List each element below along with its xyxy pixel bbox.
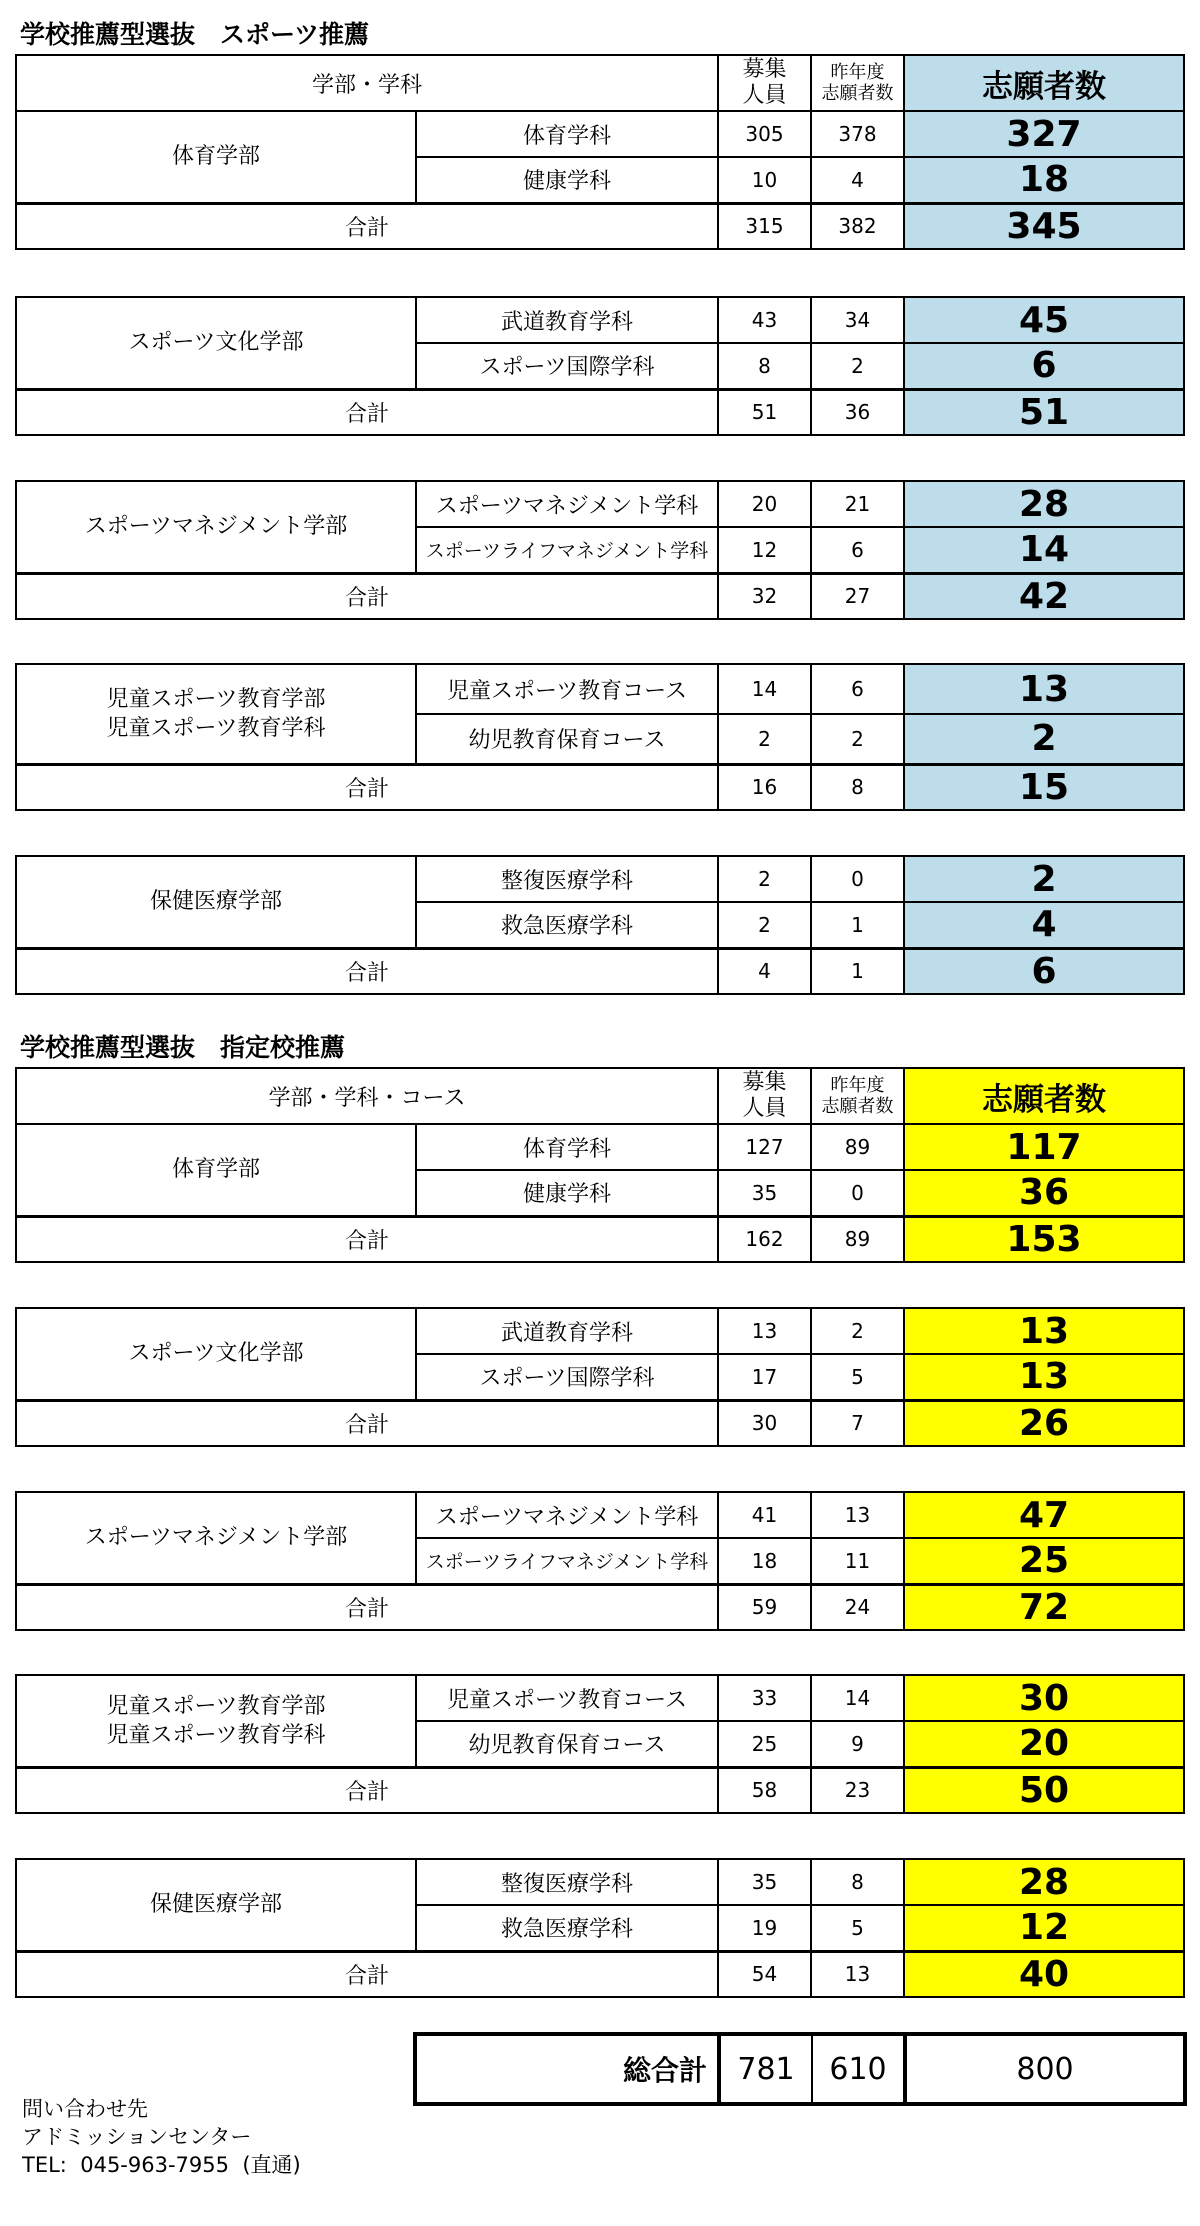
faculty-name: スポーツマネジメント学部 [84, 1525, 348, 1551]
faculty-cell [16, 297, 416, 389]
total-label: 合計 [16, 948, 718, 994]
table-row [16, 1124, 1184, 1170]
last-year-cell: 2 [811, 714, 904, 764]
last-year-cell: 2 [811, 343, 904, 389]
capacity-header-line1: 募集 [742, 1070, 787, 1095]
group-table [15, 1307, 1185, 1447]
capacity-cell: 2 [718, 902, 811, 948]
table-row [16, 1675, 1184, 1721]
dept-cell: 整復医療学科 [416, 1859, 718, 1905]
faculty-cell [16, 1675, 416, 1767]
faculty-cell [16, 1124, 416, 1216]
capacity-header [718, 55, 811, 111]
last-year-cell: 8 [811, 764, 904, 810]
applicants-header: 志願者数 [904, 1068, 1184, 1124]
capacity-header-line1: 募集 [742, 57, 787, 82]
total-row [16, 1767, 1184, 1813]
capacity-cell: 19 [718, 1905, 811, 1951]
group-table [15, 1123, 1185, 1263]
capacity-cell: 315 [718, 203, 811, 249]
faculty-name: 体育学部 [171, 1157, 260, 1183]
total-label: 合計 [16, 1216, 718, 1262]
group-table [15, 1674, 1185, 1814]
last-year-cell: 89 [811, 1124, 904, 1170]
group-table [15, 1858, 1185, 1998]
applicants-cell: 13 [904, 1308, 1184, 1354]
capacity-cell: 8 [718, 343, 811, 389]
applicants-cell: 40 [904, 1951, 1184, 1997]
last-year-cell: 27 [811, 573, 904, 619]
applicants-cell: 30 [904, 1675, 1184, 1721]
total-label: 合計 [16, 1400, 718, 1446]
capacity-cell: 32 [718, 573, 811, 619]
applicants-cell: 50 [904, 1767, 1184, 1813]
capacity-cell: 59 [718, 1584, 811, 1630]
table-row [16, 481, 1184, 527]
applicants-cell: 153 [904, 1216, 1184, 1262]
last-year-cell: 4 [811, 157, 904, 203]
last-year-cell: 34 [811, 297, 904, 343]
sports-recommendation-table [15, 54, 1185, 112]
last-year-cell: 13 [811, 1492, 904, 1538]
contact-office: アドミッションセンター [22, 2125, 252, 2149]
last-year-cell: 1 [811, 902, 904, 948]
header-row [16, 55, 1184, 111]
applicants-cell: 6 [904, 343, 1184, 389]
applicants-cell: 28 [904, 1859, 1184, 1905]
capacity-cell: 35 [718, 1859, 811, 1905]
applicants-cell: 4 [904, 902, 1184, 948]
last-year-cell: 9 [811, 1721, 904, 1767]
last-year-header-line1: 昨年度 [830, 1075, 885, 1096]
capacity-cell: 10 [718, 157, 811, 203]
total-label: 合計 [16, 1951, 718, 1997]
table-row [16, 1492, 1184, 1538]
dept-cell: 武道教育学科 [416, 297, 718, 343]
last-year-cell: 1 [811, 948, 904, 994]
capacity-cell: 2 [718, 856, 811, 902]
capacity-cell: 35 [718, 1170, 811, 1216]
dept-cell: 体育学科 [416, 1124, 718, 1170]
faculty-cell [16, 856, 416, 948]
faculty-name: 体育学部 [171, 144, 260, 170]
capacity-header [718, 1068, 811, 1124]
total-label: 合計 [16, 573, 718, 619]
capacity-cell: 12 [718, 527, 811, 573]
last-year-cell: 6 [811, 527, 904, 573]
last-year-cell: 382 [811, 203, 904, 249]
capacity-cell: 13 [718, 1308, 811, 1354]
last-year-cell: 36 [811, 389, 904, 435]
last-year-cell: 5 [811, 1905, 904, 1951]
capacity-cell: 20 [718, 481, 811, 527]
table-row [16, 1308, 1184, 1354]
applicants-cell: 42 [904, 573, 1184, 619]
total-row [16, 203, 1184, 249]
capacity-header-line2: 人員 [742, 83, 787, 108]
capacity-cell: 25 [718, 1721, 811, 1767]
faculty-header: 学部・学科 [16, 55, 718, 111]
faculty-name: スポーツ文化学部 [128, 1341, 304, 1367]
grand-total-capacity: 781 [719, 2034, 812, 2104]
capacity-cell: 17 [718, 1354, 811, 1400]
table-row [16, 856, 1184, 902]
last-year-cell: 5 [811, 1354, 904, 1400]
last-year-cell: 2 [811, 1308, 904, 1354]
dept-cell: 児童スポーツ教育コース [416, 1675, 718, 1721]
total-label: 合計 [16, 1767, 718, 1813]
dept-cell: 幼児教育保育コース [416, 1721, 718, 1767]
last-year-cell: 378 [811, 111, 904, 157]
dept-cell: 整復医療学科 [416, 856, 718, 902]
last-year-cell: 0 [811, 856, 904, 902]
last-year-header-line1: 昨年度 [830, 62, 885, 83]
capacity-header-line2: 人員 [742, 1096, 787, 1121]
faculty-name: スポーツマネジメント学部 [84, 514, 348, 540]
last-year-cell: 11 [811, 1538, 904, 1584]
applicants-cell: 25 [904, 1538, 1184, 1584]
total-row [16, 1216, 1184, 1262]
faculty-name: 児童スポーツ教育学科 [106, 1722, 326, 1748]
table-row [16, 297, 1184, 343]
dept-cell: 健康学科 [416, 1170, 718, 1216]
applicants-cell: 6 [904, 948, 1184, 994]
last-year-cell: 8 [811, 1859, 904, 1905]
dept-cell: 体育学科 [416, 111, 718, 157]
dept-cell: 幼児教育保育コース [416, 714, 718, 764]
applicants-header: 志願者数 [904, 55, 1184, 111]
last-year-cell: 24 [811, 1584, 904, 1630]
capacity-cell: 2 [718, 714, 811, 764]
total-row [16, 1400, 1184, 1446]
section-title: 学校推薦型選抜 指定校推薦 [20, 1033, 346, 1062]
capacity-cell: 33 [718, 1675, 811, 1721]
last-year-header [811, 55, 904, 111]
header-row [16, 1068, 1184, 1124]
grand-total-last-year: 610 [812, 2034, 905, 2104]
dept-cell: 武道教育学科 [416, 1308, 718, 1354]
dept-cell: 救急医療学科 [416, 902, 718, 948]
group-table [15, 1491, 1185, 1631]
applicants-cell: 12 [904, 1905, 1184, 1951]
dept-cell: 健康学科 [416, 157, 718, 203]
faculty-name: 児童スポーツ教育学部 [106, 1693, 326, 1719]
contact-phone: TEL: 045-963-7955 (直通) [22, 2153, 301, 2177]
applicants-cell: 13 [904, 664, 1184, 714]
faculty-cell [16, 1308, 416, 1400]
contact-info [22, 2095, 301, 2179]
capacity-cell: 14 [718, 664, 811, 714]
total-row [16, 1951, 1184, 1997]
capacity-cell: 58 [718, 1767, 811, 1813]
total-row [16, 573, 1184, 619]
capacity-cell: 30 [718, 1400, 811, 1446]
faculty-name: 保健医療学部 [149, 889, 282, 915]
group-table [15, 296, 1185, 436]
capacity-cell: 162 [718, 1216, 811, 1262]
last-year-header [811, 1068, 904, 1124]
applicants-cell: 47 [904, 1492, 1184, 1538]
last-year-cell: 89 [811, 1216, 904, 1262]
header-group [16, 55, 1184, 111]
group-table [15, 663, 1185, 811]
total-label: 合計 [16, 203, 718, 249]
total-row [16, 948, 1184, 994]
dept-cell: スポーツライフマネジメント学科 [416, 527, 718, 573]
group-table [15, 855, 1185, 995]
faculty-name: 児童スポーツ教育学部 [106, 686, 326, 712]
last-year-cell: 21 [811, 481, 904, 527]
total-row [16, 1584, 1184, 1630]
grand-total-applicants: 800 [905, 2034, 1185, 2104]
capacity-cell: 4 [718, 948, 811, 994]
dept-cell: スポーツマネジメント学科 [416, 481, 718, 527]
section-title: 学校推薦型選抜 スポーツ推薦 [20, 20, 370, 49]
total-label: 合計 [16, 389, 718, 435]
sports-recommendation-body [15, 110, 1185, 250]
dept-cell: スポーツライフマネジメント学科 [416, 1538, 718, 1584]
grand-total-table [413, 2032, 1187, 2106]
applicants-cell: 28 [904, 481, 1184, 527]
applicants-cell: 117 [904, 1124, 1184, 1170]
applicants-cell: 13 [904, 1354, 1184, 1400]
faculty-header: 学部・学科・コース [16, 1068, 718, 1124]
last-year-cell: 0 [811, 1170, 904, 1216]
total-label: 合計 [16, 764, 718, 810]
applicants-cell: 26 [904, 1400, 1184, 1446]
last-year-cell: 13 [811, 1951, 904, 1997]
capacity-cell: 54 [718, 1951, 811, 1997]
dept-cell: 救急医療学科 [416, 1905, 718, 1951]
capacity-cell: 43 [718, 297, 811, 343]
grand-total-label: 総合計 [415, 2034, 719, 2104]
faculty-cell [16, 664, 416, 764]
applicants-cell: 2 [904, 714, 1184, 764]
last-year-header-line2: 志願者数 [821, 83, 894, 104]
total-label: 合計 [16, 1584, 718, 1630]
applicants-cell: 45 [904, 297, 1184, 343]
applicants-cell: 327 [904, 111, 1184, 157]
capacity-cell: 305 [718, 111, 811, 157]
applicants-cell: 2 [904, 856, 1184, 902]
capacity-cell: 16 [718, 764, 811, 810]
capacity-cell: 127 [718, 1124, 811, 1170]
last-year-cell: 6 [811, 664, 904, 714]
last-year-cell: 7 [811, 1400, 904, 1446]
faculty-cell [16, 481, 416, 573]
applicants-cell: 15 [904, 764, 1184, 810]
applicants-cell: 20 [904, 1721, 1184, 1767]
faculty-cell [16, 1492, 416, 1584]
designated-school-table [15, 1067, 1185, 1125]
last-year-header-line2: 志願者数 [821, 1096, 894, 1117]
capacity-cell: 41 [718, 1492, 811, 1538]
applicants-cell: 345 [904, 203, 1184, 249]
contact-heading: 問い合わせ先 [22, 2097, 148, 2121]
applicants-cell: 51 [904, 389, 1184, 435]
faculty-cell [16, 111, 416, 203]
faculty-name: スポーツ文化学部 [128, 330, 304, 356]
table-row [16, 664, 1184, 714]
applicants-cell: 18 [904, 157, 1184, 203]
table-row [16, 111, 1184, 157]
dept-cell: スポーツマネジメント学科 [416, 1492, 718, 1538]
applicants-cell: 36 [904, 1170, 1184, 1216]
faculty-name: 児童スポーツ教育学科 [106, 715, 326, 741]
dept-cell: 児童スポーツ教育コース [416, 664, 718, 714]
table-row [16, 1859, 1184, 1905]
applicants-cell: 14 [904, 527, 1184, 573]
last-year-cell: 14 [811, 1675, 904, 1721]
group-table [15, 480, 1185, 620]
last-year-cell: 23 [811, 1767, 904, 1813]
applicants-cell: 72 [904, 1584, 1184, 1630]
grand-total-row [415, 2034, 1185, 2104]
dept-cell: スポーツ国際学科 [416, 343, 718, 389]
total-row [16, 389, 1184, 435]
faculty-cell [16, 1859, 416, 1951]
total-row [16, 764, 1184, 810]
dept-cell: スポーツ国際学科 [416, 1354, 718, 1400]
capacity-cell: 18 [718, 1538, 811, 1584]
faculty-name: 保健医療学部 [149, 1892, 282, 1918]
capacity-cell: 51 [718, 389, 811, 435]
